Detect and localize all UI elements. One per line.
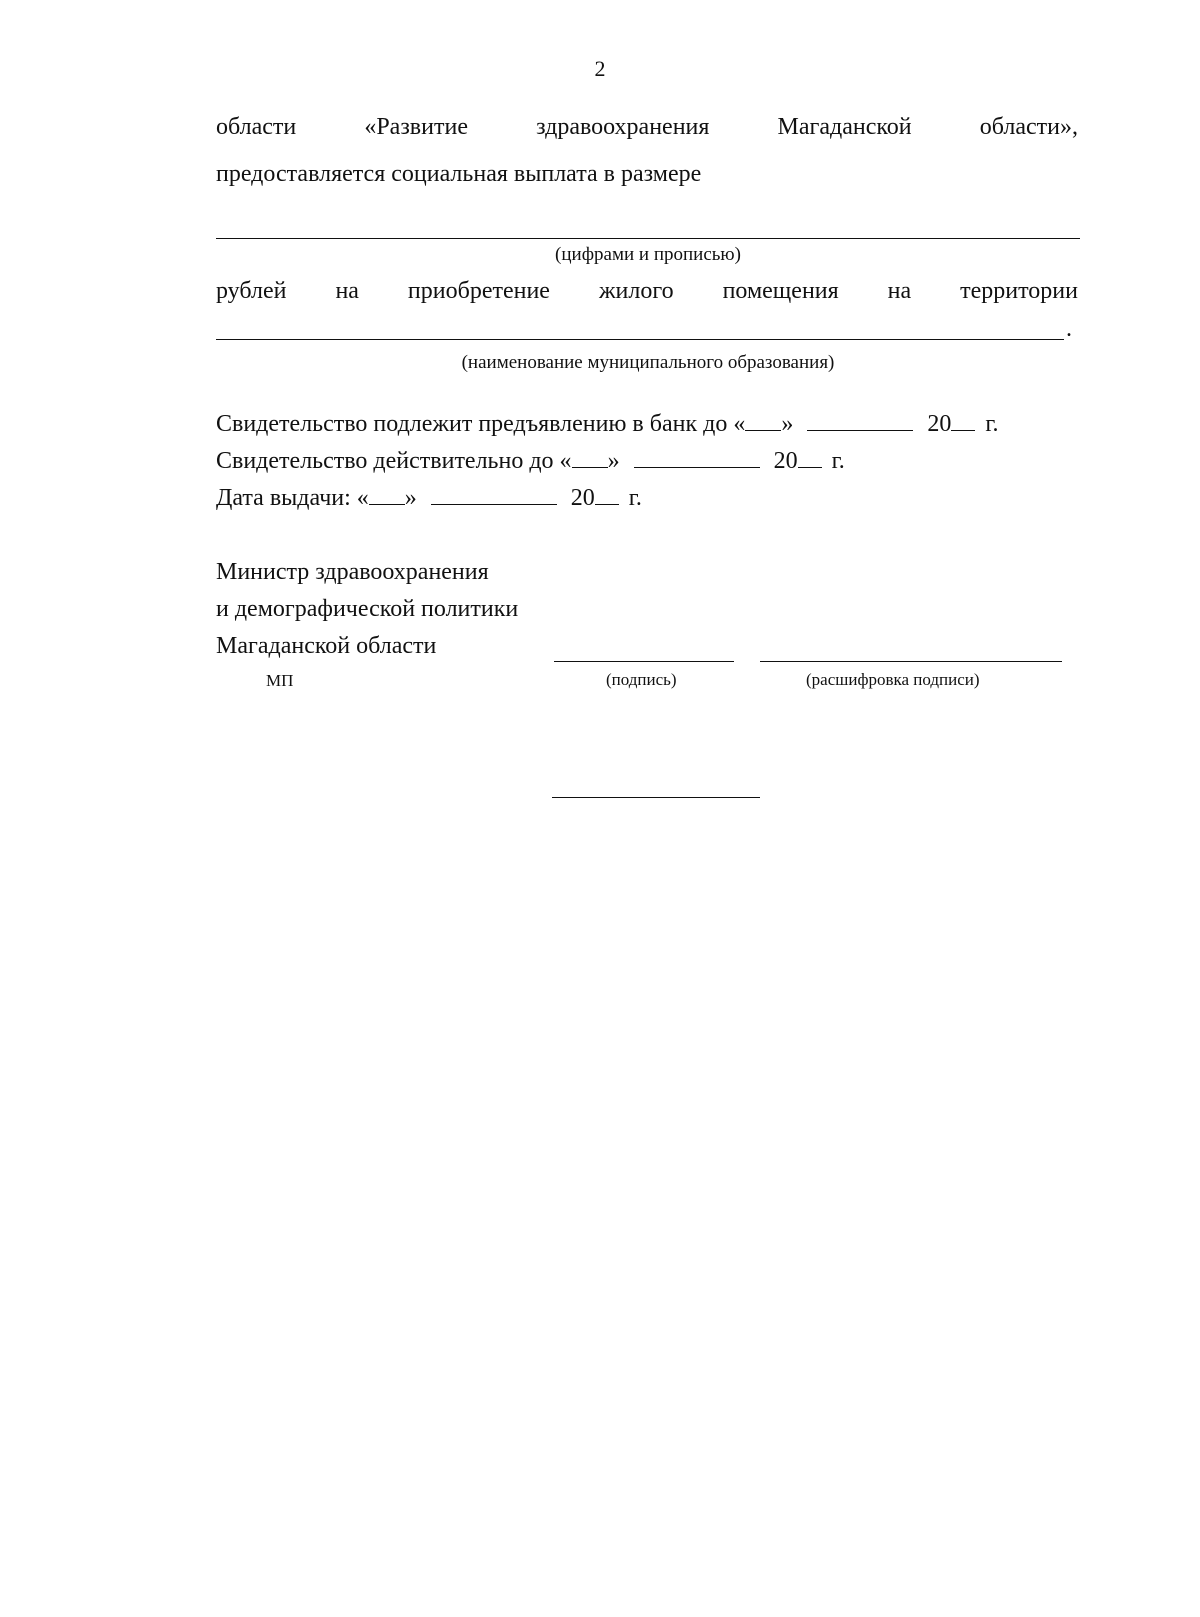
signatory-title-line-2: и демографической политики bbox=[216, 596, 519, 622]
municipality-blank-line[interactable] bbox=[216, 339, 1064, 340]
valid-year-blank[interactable] bbox=[798, 466, 822, 468]
line-end-period: . bbox=[1066, 316, 1072, 342]
word: Магаданской bbox=[777, 114, 912, 140]
paragraph-line-3 bbox=[216, 278, 1078, 305]
signatory-title-line-3: Магаданской области bbox=[216, 633, 437, 659]
amount-caption: (цифрами и прописью) bbox=[555, 244, 741, 265]
signature-caption: (подпись) bbox=[606, 670, 677, 689]
issue-month-blank[interactable] bbox=[431, 503, 557, 505]
closing-separator bbox=[552, 797, 760, 798]
issue-year-blank[interactable] bbox=[595, 503, 619, 505]
bank-day-blank[interactable] bbox=[745, 429, 781, 431]
quote-close: » bbox=[404, 485, 417, 511]
bank-year-suffix: г. bbox=[985, 411, 999, 437]
word: области», bbox=[979, 114, 1078, 140]
stamp-label: МП bbox=[266, 671, 294, 690]
word: «Развитие bbox=[364, 114, 468, 140]
word: рублей bbox=[216, 278, 287, 304]
issue-date-label: Дата выдачи: « bbox=[216, 485, 369, 511]
word: жилого bbox=[598, 278, 674, 304]
signature-line[interactable] bbox=[554, 661, 734, 662]
signature-decoding-caption: (расшифровка подписи) bbox=[806, 670, 980, 689]
paragraph-line-1 bbox=[216, 114, 1078, 141]
valid-until-label: Свидетельство действительно до « bbox=[216, 448, 572, 474]
quote-close: » bbox=[781, 411, 794, 437]
issue-year-prefix: 20 bbox=[570, 485, 595, 511]
page-number: 2 bbox=[594, 56, 606, 81]
valid-until-line bbox=[216, 448, 845, 475]
word: на bbox=[335, 278, 359, 304]
issue-date-line bbox=[216, 485, 642, 512]
issue-day-blank[interactable] bbox=[369, 503, 405, 505]
signatory-title-line-1: Министр здравоохранения bbox=[216, 559, 489, 585]
issue-year-suffix: г. bbox=[628, 485, 642, 511]
bank-year-prefix: 20 bbox=[927, 411, 952, 437]
word: области bbox=[216, 114, 297, 140]
paragraph-line-2: предоставляется социальная выплата в размере bbox=[216, 161, 702, 187]
valid-day-blank[interactable] bbox=[572, 466, 608, 468]
word: помещения bbox=[722, 278, 839, 304]
word: территории bbox=[960, 278, 1078, 304]
bank-year-blank[interactable] bbox=[951, 429, 975, 431]
municipality-caption: (наименование муниципального образования) bbox=[461, 352, 835, 373]
valid-month-blank[interactable] bbox=[634, 466, 760, 468]
word: приобретение bbox=[407, 278, 550, 304]
word: здравоохранения bbox=[536, 114, 710, 140]
valid-year-prefix: 20 bbox=[773, 448, 798, 474]
word: на bbox=[887, 278, 912, 304]
amount-blank-line[interactable] bbox=[216, 238, 1080, 239]
valid-year-suffix: г. bbox=[831, 448, 845, 474]
signature-decoding-line[interactable] bbox=[760, 661, 1062, 662]
bank-deadline-label: Свидетельство подлежит предъявлению в банк до « bbox=[216, 411, 746, 437]
bank-deadline-line bbox=[216, 411, 998, 438]
bank-month-blank[interactable] bbox=[807, 429, 913, 431]
quote-close: » bbox=[607, 448, 620, 474]
